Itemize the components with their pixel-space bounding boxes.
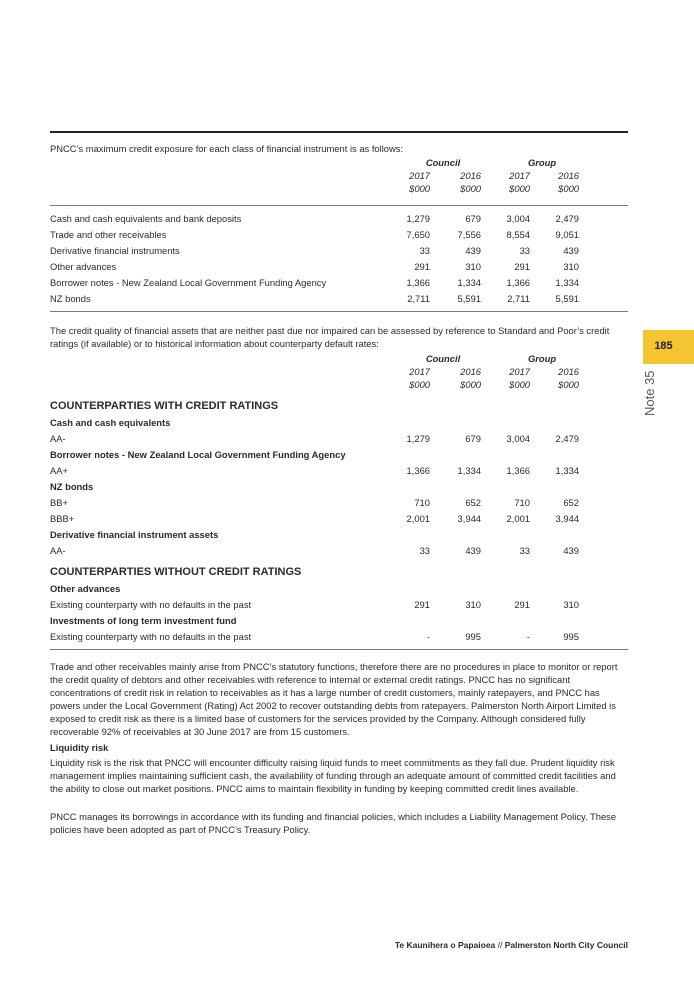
year-header: 2016 [558,366,579,377]
unit-header: $000 [460,183,481,194]
section-heading: COUNTERPARTIES WITHOUT CREDIT RATINGS [50,566,302,578]
year-header: 2016 [460,366,481,377]
table-row: Derivative financial instruments 33 439 33 439 [50,245,579,256]
top-rule [50,131,628,133]
unit-header: $000 [409,379,430,390]
year-header: 2016 [460,170,481,181]
unit-header: $000 [409,183,430,194]
unit-header: $000 [509,379,530,390]
table-header [50,157,628,205]
year-header: 2017 [409,366,430,377]
footer [395,940,628,950]
table-row: BB+ 710 652 710 652 [50,497,579,508]
unit-header: $000 [558,379,579,390]
intro-text: PNCC’s maximum credit exposure for each class of financial instrument is as follows: [50,143,404,154]
subheading-row: Derivative financial instrument assets [50,529,219,540]
year-header: 2016 [558,170,579,181]
page-number-tab [643,330,694,364]
subheading-row: Investments of long term investment fund [50,615,237,626]
table-row: Cash and cash equivalents and bank deposits 1,279 679 3,004 2,479 [50,213,579,224]
liquidity-text: Liquidity risk is the risk that PNCC will encounter difficulty raising liquid funds to meet commitments as they fall due. Prudent liquidity risk management implies maintaining sufficient cash, the availability of funding through an adequate amount of committed credit facilities and the ability to close out market positions. PNCC aims to maintain flexibility in funding by keeping committed credit lines available. [50,757,616,794]
liquidity-heading: Liquidity risk [50,742,109,753]
unit-header: $000 [460,379,481,390]
subheading-row: Other advances [50,583,121,594]
table-row: Existing counterparty with no defaults in the past - 995 - 995 [50,631,579,642]
subheading-row: Cash and cash equivalents [50,417,171,428]
council-header: Council [425,353,461,364]
table-bottom-rule [50,311,628,312]
table-header [50,353,628,397]
table-row: Trade and other receivables 7,650 7,556 8,554 9,051 [50,229,579,240]
footer-org: Te Kaunihera o Papaioea [394,940,496,950]
footer-city: Palmerston North City Council [504,940,628,950]
subheading-row: Borrower notes - New Zealand Local Government Funding Agency [50,449,346,460]
table-row: NZ bonds 2,711 5,591 2,711 5,591 [50,293,579,304]
table-row: AA- 1,279 679 3,004 2,479 [50,433,579,444]
credit-quality-table [50,353,628,650]
table-bottom-rule [50,649,628,650]
year-header: 2017 [409,170,430,181]
group-header: Group [527,353,557,364]
unit-header: $000 [558,183,579,194]
table-row: AA- 33 439 33 439 [50,545,579,556]
group-header: Group [527,157,557,168]
unit-header: $000 [509,183,530,194]
page-number: 185 [654,340,673,352]
note-label: Note 35 [642,370,657,416]
council-header: Council [425,157,461,168]
year-header: 2017 [509,170,530,181]
receivables-text: Trade and other receivables mainly arise from PNCC’s statutory functions, therefore there are no procedures in place to monitor or report the credit quality of debtors and other receivables with reference to internal or external credit ratings. PNCC has no significant concentrations of credit risk in relation to receivables as it has a large number of credit customers, mainly ratepayers, and PNCC has powers under the Local Government (Rating) Act 2002 to recover outstanding debts from ratepayers. Palmerston North Airport Limited is exposed to credit risk as there is a limited base of customers for the services provided by the Company. Although considered fully recoverable 92% of receivables at 30 June 2017 are from 15 customers. [50,661,618,737]
section-heading: COUNTERPARTIES WITH CREDIT RATINGS [50,400,279,412]
table-row: Borrower notes - New Zealand Local Government Funding Agency 1,366 1,334 1,366 1,334 [50,277,579,288]
borrowings-text: PNCC manages its borrowings in accordance with its funding and financial policies, which includes a Liability Management Policy. These policies have been adopted as part of PNCC’s Treasury Policy. [50,811,617,835]
year-header: 2017 [509,366,530,377]
table-row: AA+ 1,366 1,334 1,366 1,334 [50,465,579,476]
table-row: Other advances 291 310 291 310 [50,261,579,272]
subheading-row: NZ bonds [50,481,94,492]
credit-exposure-table [50,157,628,312]
footer-separator: // [495,940,505,950]
credit-quality-text: The credit quality of financial assets that are neither past due nor impaired can be assessed by reference to Standard and Poor’s credit ratings (if available) or to historical information about counterparty default rates: [50,325,610,349]
table-row: BBB+ 2,001 3,944 2,001 3,944 [50,513,579,524]
table-row: Existing counterparty with no defaults in the past 291 310 291 310 [50,599,579,610]
